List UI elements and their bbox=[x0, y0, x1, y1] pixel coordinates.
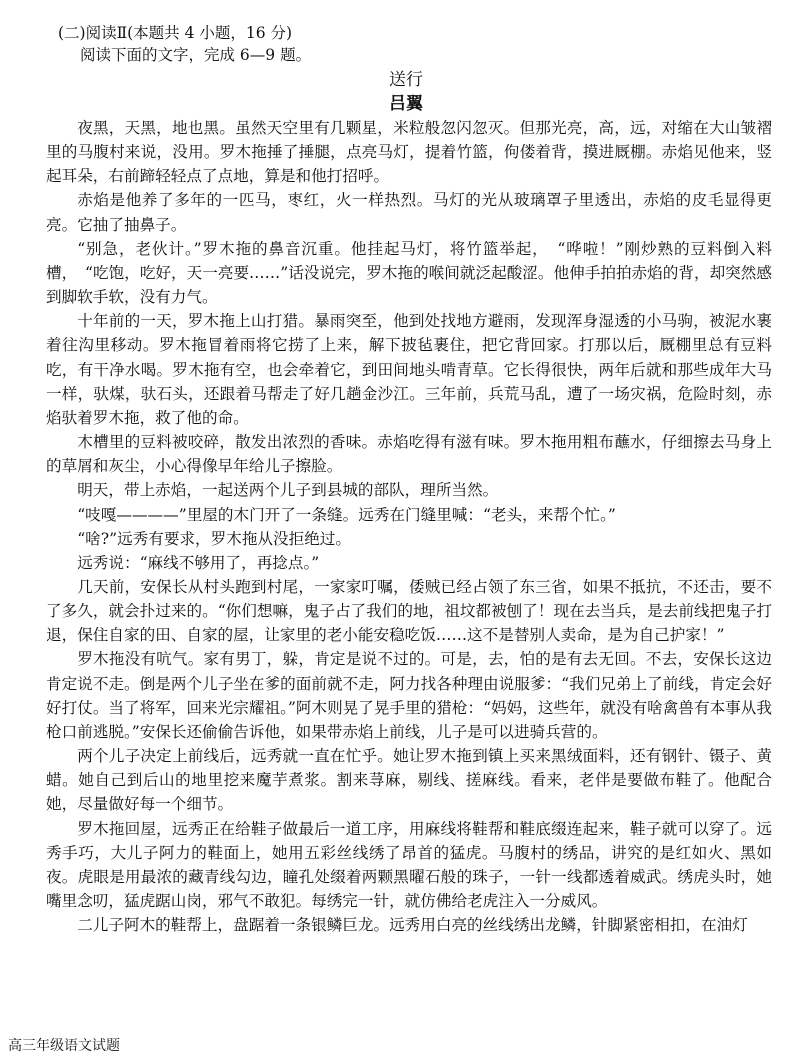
paragraph: 罗木拖回屋，远秀正在给鞋子做最后一道工序，用麻线将鞋帮和鞋底缀连起来，鞋子就可以穿了。远秀手巧，大儿子阿力的鞋面上，她用五彩丝线绣了昂首的猛虎。马腹村的绣品，讲究的是红如火、黑如夜。虎眼是用最浓的藏青线勾边，瞳孔处缀着两颗黑曜石般的珠子，一针一线都透着威武。绣虎头时，她嘴里念叨，猛虎踞山岗，邪气不敢犯。每绣完一针，就仿佛给老虎注入一分威风。 bbox=[46, 819, 772, 910]
paragraph: 远秀说：“麻线不够用了，再捻点。” bbox=[77, 553, 320, 572]
story-title: 送行 bbox=[389, 70, 423, 90]
paragraph: 赤焰是他养了多年的一匹马，枣红，火一样热烈。马灯的光从玻璃罩子里透出，赤焰的皮毛显得更亮。它抽了抽鼻子。 bbox=[46, 191, 772, 234]
paragraph: 两个儿子决定上前线后，远秀就一直在忙乎。她让罗木拖到镇上买来黑绒面料，还有钢针、镊子、黄蜡。她自己到后山的地里挖来魔芋煮浆。割来荨麻，剔线、搓麻线。看来，老伴是要做布鞋了。他配合她，尽量做好每一个细节。 bbox=[46, 747, 772, 814]
paragraph: 二儿子阿木的鞋帮上，盘踞着一条银鳞巨龙。远秀用白亮的丝线绣出龙鳞，针脚紧密相扣，在油灯 bbox=[77, 916, 748, 935]
paragraph: “别急，老伙计。”罗木拖的鼻音沉重。他挂起马灯，将竹篮举起， “哗啦！”刚炒熟的豆料倒入料槽， “吃饱，吃好，天一亮要……”话没说完，罗木拖的喉间就泛起酸涩。他伸手拍拍赤焰的背，却突然感到脚软手软，没有力气。 bbox=[46, 239, 772, 307]
instruction: 阅读下面的文字，完成 6—9 题。 bbox=[80, 46, 312, 64]
paragraph: 夜黑，天黑，地也黑。虽然天空里有几颗星，米粒般忽闪忽灭。但那光亮，高，远，对缩在大山皱褶里的马腹村来说，没用。罗木拖捶了捶腿，点亮马灯，提着竹篮，佝偻着背，摸进厩棚。赤焰见他来，竖起耳朵，右前蹄轻轻点了点地，算是和他打招呼。 bbox=[46, 119, 772, 186]
story-author: 吕翼 bbox=[389, 94, 423, 114]
story-body bbox=[46, 116, 772, 937]
paragraph: 木槽里的豆料被咬碎，散发出浓烈的香味。赤焰吃得有滋有味。罗木拖用粗布蘸水，仔细擦去马身上的草屑和灰尘，小心得像早年给儿子擦脸。 bbox=[46, 433, 772, 476]
paragraph: 十年前的一天，罗木拖上山打猎。暴雨突至，他到处找地方避雨，发现浑身湿透的小马驹，被泥水裹着往沟里移动。罗木拖冒着雨将它捞了上来，解下披毡裹住，把它背回家。打那以后，厩棚里总有豆料吃，有干净水喝。罗木拖有空，也会牵着它，到田间地头啃青草。它长得很快，两年后就和那些成年大马一样，驮煤，驮石头，还跟着马帮走了好几趟金沙江。三年前，兵荒马乱，遭了一场灾祸，危险时刻，赤焰驮着罗木拖，救了他的命。 bbox=[46, 312, 772, 427]
paragraph: 明天，带上赤焰，一起送两个儿子到县城的部队，理所当然。 bbox=[77, 481, 499, 500]
paragraph: “啥?”远秀有要求，罗木拖从没拒绝过。 bbox=[77, 529, 351, 548]
page-footer: 高三年级语文试题 bbox=[8, 1038, 120, 1054]
paragraph: “吱嘎————”里屋的木门开了一条缝。远秀在门缝里喊：“老头，来帮个忙。” bbox=[77, 505, 616, 524]
section-heading: (二)阅读Ⅱ(本题共 4 小题，16 分) bbox=[58, 24, 293, 42]
paragraph: 罗木拖没有吭气。家有男丁，躲，肯定是说不过的。可是，去，怕的是有去无回。不去，安保长这边肯定说不走。倒是两个儿子坐在爹的面前就不走，阿力找各种理由说服爹：“我们兄弟上了前线，肯定会好好打仗。当了将军，回来光宗耀祖。”阿木则晃了晃手里的猎枪：“妈妈，这些年，就没有啥禽兽有本事从我枪口前逃脱。”安保长还偷偷告诉他，如果带赤焰上前线，儿子是可以进骑兵营的。 bbox=[46, 650, 772, 741]
paragraph: 几天前，安保长从村头跑到村尾，一家家叮嘱，倭贼已经占领了东三省，如果不抵抗，不还击，要不了多久，就会扑过来的。“你们想嘛，鬼子占了我们的地，祖坟都被刨了！现在去当兵，是去前线把鬼子打退，保住自家的田、自家的屋，让家里的老小能安稳吃饭……这不是替别人卖命，是为自己护家！” bbox=[46, 577, 772, 645]
